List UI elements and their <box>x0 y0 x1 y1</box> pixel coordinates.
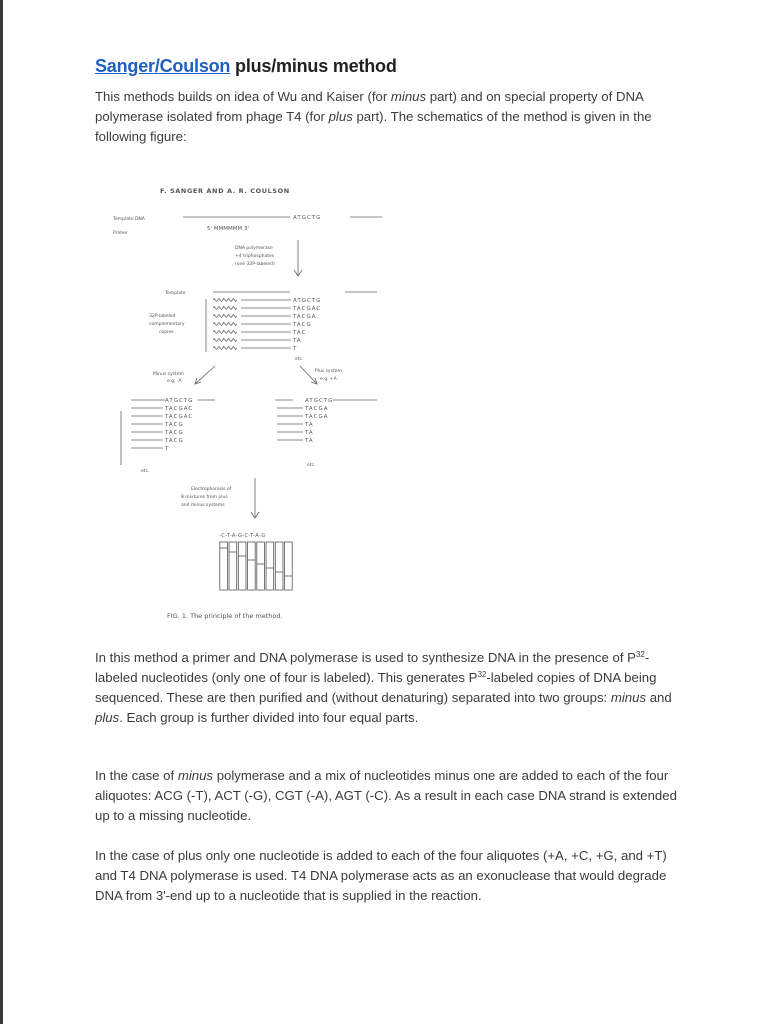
figure-caption: FIG. 1. The principle of the method. <box>167 612 283 620</box>
paragraph-method: In this method a primer and DNA polymerase is used to synthesize DNA in the presence of $P^{32}$-labeled nucleotides (only one of four is labeled). This generates $P^{32}$-labeled copies of DNA being sequenced. These are then purified and (without denaturing) separated into two groups: minus and plus. Each group is further divided into four equal parts. <box>95 650 672 725</box>
svg-text:Electrophoresis of: Electrophoresis of <box>191 487 232 492</box>
svg-text:TACG: TACG <box>165 430 184 436</box>
plus-copy <box>305 398 333 404</box>
svg-text:5' MMMMMM 3': 5' MMMMMM 3' <box>207 226 249 232</box>
svg-text:TACG: TACG <box>293 322 312 328</box>
svg-text:e.g. +A: e.g. +A <box>320 377 337 382</box>
svg-text:TA: TA <box>305 422 314 428</box>
gel-lane <box>238 542 246 590</box>
minus-copy <box>131 438 184 444</box>
labeled-copies <box>213 298 321 352</box>
svg-text:copies: copies <box>159 330 174 335</box>
labeled-copy <box>213 338 302 344</box>
svg-text:Template DNA: Template DNA <box>113 217 145 222</box>
svg-text:TA: TA <box>305 438 314 444</box>
svg-text:TAC: TAC <box>293 330 307 336</box>
svg-text:8 mixtures from plus: 8 mixtures from plus <box>181 495 228 500</box>
svg-text:etc.: etc. <box>141 469 150 474</box>
svg-text:e.g. -A: e.g. -A <box>167 379 182 384</box>
svg-text:Plus system: Plus system <box>315 369 342 374</box>
svg-text:TACGAC: TACGAC <box>293 306 322 312</box>
minus-system-copies <box>131 398 193 452</box>
gel-lane <box>220 542 228 590</box>
page-title: Sanger/Coulson plus/minus method <box>95 56 397 76</box>
svg-text:ATGCTG: ATGCTG <box>165 398 194 404</box>
gel-lane <box>229 542 237 590</box>
svg-text:etc.: etc. <box>295 357 304 362</box>
svg-text:Primer: Primer <box>113 231 128 236</box>
plus-copy <box>277 414 328 420</box>
paragraph-minus: In the case of minus polymerase and a mix of nucleotides minus one are added to each of the four aliquotes: ACG (-T), ACT (-G), CGT (-A), AGT (-C). As a result in each case DNA strand is extended up to a missing nucleotide. <box>95 768 677 823</box>
plus-system-copies <box>277 398 333 444</box>
svg-text:TACG: TACG <box>165 438 184 444</box>
title-link[interactable]: Sanger/Coulson <box>95 56 231 76</box>
svg-text:TACGA: TACGA <box>293 314 317 320</box>
intro-paragraph: This methods builds on idea of Wu and Kaiser (for minus part) and on special property of DNA polymerase isolated from phage T4 (for plus part). The schematics of the method is given in the following figure: <box>95 89 652 144</box>
svg-text:ATGCTG: ATGCTG <box>293 298 322 304</box>
svg-text:T: T <box>165 446 170 452</box>
minus-copy <box>131 422 184 428</box>
plus-copy <box>277 406 328 412</box>
labeled-copy <box>213 306 321 312</box>
gel-diagram <box>220 542 292 590</box>
paragraph-plus: In the case of plus only one nucleotide is added to each of the four aliquotes (+A, +C, +G, and +T) and T4 DNA polymerase is used. T4 DNA polymerase acts as an exonuclease that would degrade DNA from 3'-end up to a nucleotide that is supplied in the reaction. <box>95 848 667 903</box>
svg-text:TACGA: TACGA <box>305 414 329 420</box>
svg-text:complementary: complementary <box>149 322 185 327</box>
minus-copy <box>165 398 193 404</box>
sanger-coulson-figure <box>95 180 425 625</box>
minus-copy <box>131 406 193 412</box>
svg-text:TACGA: TACGA <box>305 406 329 412</box>
svg-text:TA: TA <box>293 338 302 344</box>
document-header <box>95 56 680 147</box>
plus-copy <box>277 422 314 428</box>
gel-lane <box>248 542 256 590</box>
left-border <box>0 0 3 1024</box>
gel-lane <box>266 542 274 590</box>
labeled-copy <box>213 298 321 304</box>
svg-text:T: T <box>293 346 298 352</box>
gel-lane-header: -C-T-A-G-C-T-A-G <box>219 533 266 539</box>
svg-text:DNA polymerase: DNA polymerase <box>235 246 273 251</box>
svg-text:Minus system: Minus system <box>153 372 184 377</box>
minus-copy <box>131 414 193 420</box>
svg-text:32P-labeled: 32P-labeled <box>149 314 176 319</box>
svg-text:ATGCTG: ATGCTG <box>305 398 334 404</box>
gel-lane <box>257 542 265 590</box>
figure-header: F. SANGER AND A. R. COULSON <box>160 187 290 195</box>
plus-copy <box>277 438 314 444</box>
svg-text:and minus systems: and minus systems <box>181 503 225 508</box>
labeled-copy <box>213 346 297 352</box>
svg-text:TACG: TACG <box>165 422 184 428</box>
labeled-copy <box>213 314 316 320</box>
svg-text:etc.: etc. <box>307 463 316 468</box>
labeled-copy <box>213 322 312 328</box>
svg-text:ATGCTG: ATGCTG <box>293 215 322 221</box>
minus-copy <box>131 446 169 452</box>
svg-text:TA: TA <box>305 430 314 436</box>
gel-lane <box>275 542 283 590</box>
minus-copy <box>131 430 184 436</box>
svg-text:TACGAC: TACGAC <box>165 406 194 412</box>
svg-text:Template: Template <box>165 291 186 296</box>
labeled-copy <box>213 330 306 336</box>
svg-text:+4 triphosphates: +4 triphosphates <box>235 254 275 259</box>
gel-lane <box>285 542 293 590</box>
svg-text:(one 32P-labeled): (one 32P-labeled) <box>235 262 275 267</box>
svg-text:TACGAC: TACGAC <box>165 414 194 420</box>
plus-copy <box>277 430 314 436</box>
